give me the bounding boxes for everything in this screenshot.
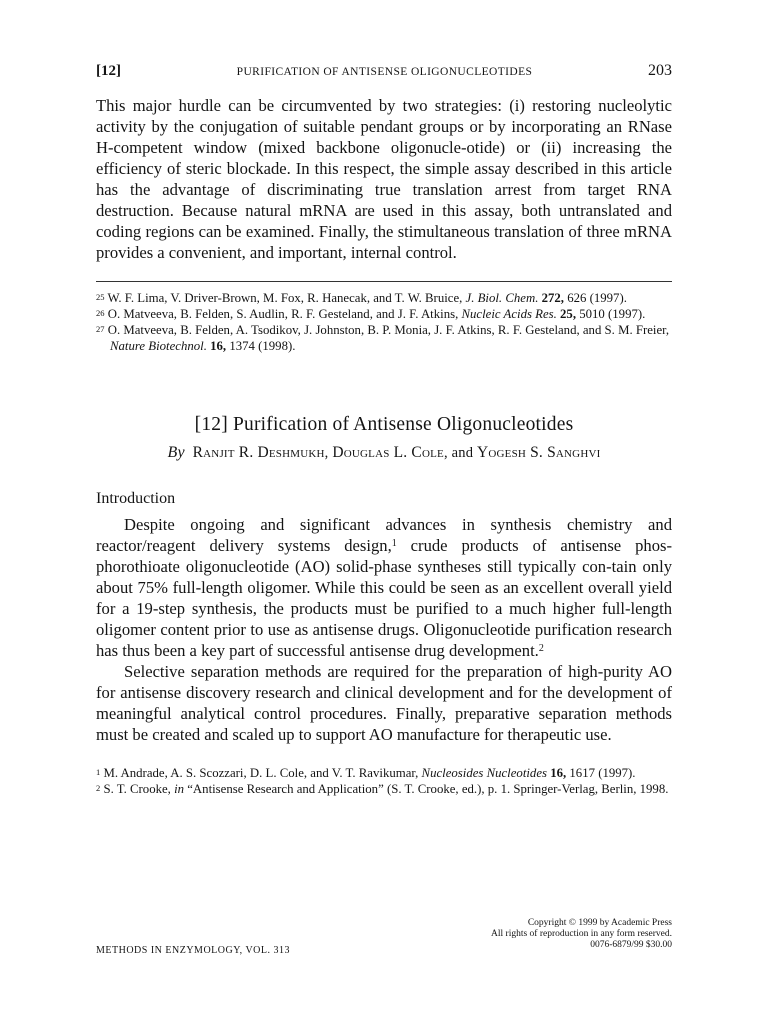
footnotes-bottom	[96, 765, 672, 797]
section-heading-introduction: Introduction	[96, 490, 176, 507]
chapter-number: [12]	[96, 63, 121, 79]
footnote-1	[96, 765, 672, 781]
footnote-number: 25	[96, 292, 105, 302]
copyright-notice	[491, 918, 672, 951]
footnote-authors: O. Matveeva, B. Felden, S. Audlin, R. F. Gesteland, and J. F. Atkins,	[107, 307, 462, 321]
footnote-volume: 16,	[547, 766, 567, 780]
footnote-journal: Nature Biotechnol.	[110, 339, 207, 353]
author-name: Douglas L. Cole	[332, 444, 444, 461]
page-footer	[96, 918, 672, 958]
footnote-25	[96, 290, 672, 306]
page-content	[96, 62, 672, 797]
copyright-line: 0076-6879/99 $30.00	[590, 940, 672, 950]
footnote-authors: W. F. Lima, V. Driver-Brown, M. Fox, R. Hanecak, and T. W. Bruice,	[107, 291, 466, 305]
footnote-2	[96, 781, 672, 797]
author-name: Yogesh S. Sanghvi	[476, 444, 601, 461]
footnote-26	[96, 306, 672, 322]
footnote-number: 1	[96, 767, 101, 777]
page-number: 203	[648, 62, 672, 79]
paragraph-text: Despite ongoing and significant advances in synthesis chemistry and reactor/reagent delivery systems design,	[96, 515, 672, 555]
copyright-line: All rights of reproduction in any form reserved.	[491, 929, 672, 939]
footnote-number: 26	[96, 308, 105, 318]
introduction-paragraph-2: Selective separation methods are required for the preparation of high-purity AO for antisense discovery research and clinical development and for the development of meaningful analytical control procedures. Finally, preparative separation methods must be created and scaled up to support AO manufacture for therapeutic use.	[96, 662, 672, 744]
byline-by: By	[167, 444, 185, 461]
journal-name: METHODS IN ENZYMOLOGY, VOL. 313	[96, 945, 291, 956]
footnote-authors: S. T. Crooke,	[103, 782, 175, 796]
intro-paragraph: This major hurdle can be circumvented by two strategies: (i) restoring nucleolytic activity by the conjugation of suitable pendant groups or by incorporating an RNase H-competent window (mixed backbone oligonucle-otide) or (ii) increasing the efficiency of steric blockade. In this respect, the simple assay described in this article has the advantage of discriminating true translation arrest from target RNA destruction. Because natural mRNA are used in this assay, both untranslated and coding regions can be examined. Finally, the stimultaneous translation of three mRNA provides a convenient, and important, internal control.	[96, 96, 672, 262]
author-separator: , and	[443, 445, 477, 461]
footnote-source: “Antisense Research and Application” (S. T. Crooke, ed.), p. 1. Springer-Verlag, Berlin, 1998.	[184, 782, 669, 796]
byline	[96, 444, 672, 462]
footnote-number: 27	[96, 324, 105, 334]
footnote-ref: 2	[538, 643, 544, 654]
chapter-title: [12] Purification of Antisense Oligonucleotides	[194, 414, 574, 435]
footnote-authors: M. Andrade, A. S. Scozzari, D. L. Cole, and V. T. Ravikumar,	[103, 766, 422, 780]
footnote-pages: 1374 (1998).	[229, 339, 296, 353]
footnote-ref: 1	[391, 538, 397, 549]
footnote-journal: J. Biol. Chem.	[465, 291, 539, 305]
running-head	[96, 62, 672, 84]
footnotes-top	[96, 290, 672, 354]
introduction-paragraph-1	[96, 514, 672, 661]
paragraph-text: crude products of antisense phos-phorothioate oligonucleotide (AO) solid-phase syntheses still typically con-tain only about 75% full-length oligomer. While this could be seen as an excellent overall yield for a 19-step synthesis, the products must be purified to a much higher full-length oligomer content prior to use as antisense drugs. Oligonucleotide purification research has thus been a key part of successful antisense drug development.	[96, 536, 672, 660]
footnote-journal: Nucleosides Nucleotides	[421, 766, 547, 780]
author-separator: ,	[324, 445, 333, 461]
footnote-rule	[96, 281, 672, 282]
copyright-line: Copyright © 1999 by Academic Press	[527, 918, 672, 928]
footnote-pages: 5010 (1997).	[579, 307, 646, 321]
footnote-27	[96, 322, 672, 354]
running-title: PURIFICATION OF ANTISENSE OLIGONUCLEOTIDES	[236, 66, 533, 78]
footnote-journal: Nucleic Acids Res.	[461, 307, 557, 321]
author-name: Ranjit R. Deshmukh	[192, 444, 325, 461]
footnote-pages: 626 (1997).	[567, 291, 627, 305]
footnote-italic: in	[174, 782, 185, 796]
footnote-volume: 25,	[560, 307, 577, 321]
footnote-volume: 16,	[210, 339, 227, 353]
footnote-number: 2	[96, 783, 101, 793]
footnote-volume: 272,	[541, 291, 564, 305]
footnote-authors: O. Matveeva, B. Felden, A. Tsodikov, J. Johnston, B. P. Monia, J. F. Atkins, R. F. Gesteland, and S. M. Freier,	[107, 323, 670, 337]
footnote-pages: 1617 (1997).	[566, 766, 636, 780]
